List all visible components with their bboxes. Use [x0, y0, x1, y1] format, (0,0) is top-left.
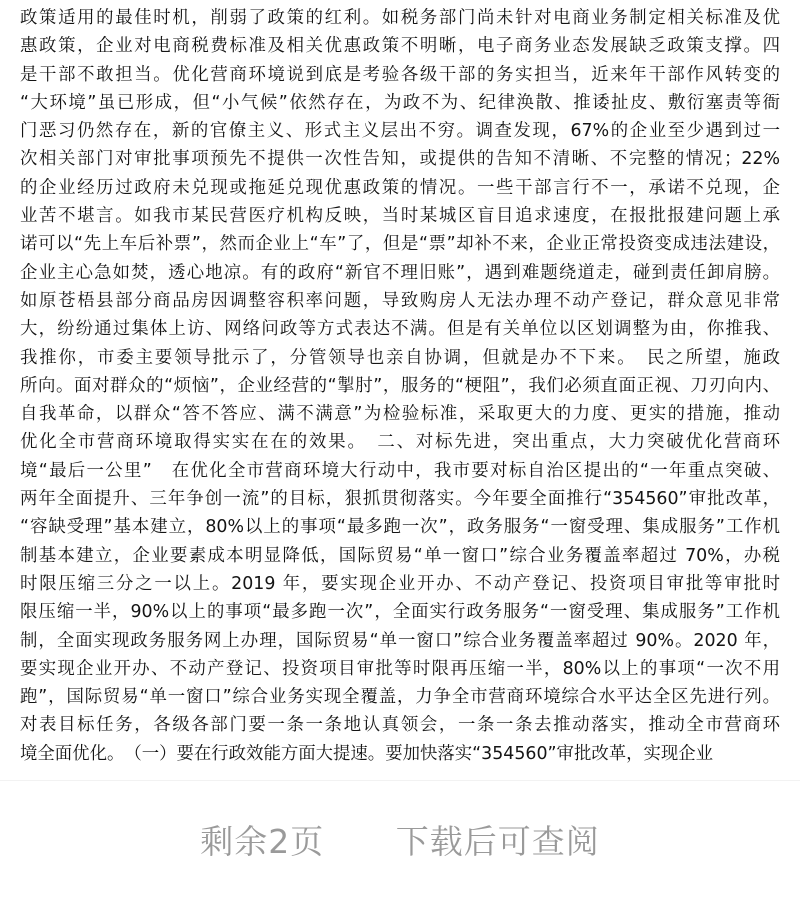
preview-divider — [0, 780, 800, 781]
text-line: “大环境”虽已形成，但“小气候”依然存在，为政不为、纪律涣散、推诿扯皮、敷衍塞责等衙 — [20, 92, 780, 113]
text-line: 优化全市营商环境取得实实在在的效果。 二、对标先进，突出重点，大力突破优化营商环 — [20, 432, 780, 453]
text-line: 限压缩一半，90%以上的事项“最多跑一次”，全面实行政务服务“一窗受理、集成服务”工作机 — [20, 602, 780, 623]
text-line: 制，全面实现政务服务网上办理，国际贸易“单一窗口”综合业务覆盖率超过 90%。2020 年， — [20, 630, 780, 651]
text-line: 的企业经历过政府未兑现或拖延兑现优惠政策的情况。一些干部言行不一，承诺不兑现，企 — [20, 177, 780, 198]
text-line: 大，纷纷通过集体上访、网络问政等方式表达不满。但是有关单位以区划调整为由，你推我、 — [20, 319, 780, 340]
text-line: 企业主心急如焚，透心地凉。有的政府“新官不理旧账”，遇到难题绕道走，碰到责任卸肩膀。 — [20, 262, 780, 283]
text-line: 门恶习仍然存在，新的官僚主义、形式主义层出不穷。调查发现，67%的企业至少遇到过一 — [20, 121, 780, 142]
text-line: 次相关部门对审批事项预先不提供一次性告知，或提供的告知不清晰、不完整的情况；22% — [20, 149, 780, 170]
text-line: 境“最后一公里” 在优化全市营商环境大行动中，我市要对标自治区提出的“一年重点突破、 — [20, 460, 780, 481]
text-line: 自我革命，以群众“答不答应、满不满意”为检验标准，采取更大的力度、更实的措施，推动 — [20, 404, 780, 425]
text-line: 政策适用的最佳时机，削弱了政策的红利。如税务部门尚未针对电商业务制定相关标准及优 — [20, 8, 780, 28]
download-to-view-text[interactable]: 下载后可查阅 — [395, 822, 600, 861]
download-prompt[interactable] — [0, 816, 800, 863]
text-line: 我推你，市委主要领导批示了，分管领导也亲自协调，但就是办不下来。 民之所望，施政 — [20, 347, 780, 368]
remaining-pages-text: 剩余2页 — [200, 822, 325, 861]
text-line: 是干部不敢担当。优化营商环境说到底是考验各级干部的务实担当，近来年干部作风转变的 — [20, 64, 780, 85]
text-line: 业苦不堪言。如我市某民营医疗机构反映，当时某城区盲目追求速度，在报批报建问题上承 — [20, 206, 780, 227]
text-line: 要实现企业开办、不动产登记、投资项目审批等时限再压缩一半，80%以上的事项“一次不用 — [20, 658, 780, 679]
document-body — [20, 4, 780, 768]
text-line: 境全面优化。 （一）要在行政效能方面大提速。要加快落实“354560”审批改革，实现企业 — [20, 743, 714, 764]
text-line: 惠政策，企业对电商税费标准及相关优惠政策不明晰，电子商务业态发展缺乏政策支撑。四 — [20, 36, 780, 57]
text-line: 诺可以“先上车后补票”，然而企业上“车”了，但是“票”却补不来，企业正常投资变成违法建设， — [20, 234, 780, 255]
text-line: 时限压缩三分之一以上。2019 年，要实现企业开办、不动产登记、投资项目审批等审批时 — [20, 573, 780, 594]
text-line: 对表目标任务，各级各部门要一条一条地认真领会，一条一条去推动落实，推动全市营商环 — [20, 715, 780, 736]
text-line: 制基本建立，企业要素成本明显降低，国际贸易“单一窗口”综合业务覆盖率超过 70%，办税 — [20, 545, 780, 566]
text-line: 如原苍梧县部分商品房因调整容积率问题，导致购房人无法办理不动产登记，群众意见非常 — [20, 290, 780, 311]
text-line: “容缺受理”基本建立，80%以上的事项“最多跑一次”，政务服务“一窗受理、集成服务”工作机 — [20, 517, 780, 538]
text-line: 所向。面对群众的“烦恼”，企业经营的“掣肘”，服务的“梗阻”，我们必须直面正视、刀刃向内、 — [20, 375, 780, 396]
text-line: 两年全面提升、三年争创一流”的目标，狠抓贯彻落实。今年要全面推行“354560”审批改革， — [20, 489, 780, 510]
text-line: 跑”，国际贸易“单一窗口”综合业务实现全覆盖，力争全市营商环境综合水平达全区先进行列。 — [20, 687, 780, 708]
